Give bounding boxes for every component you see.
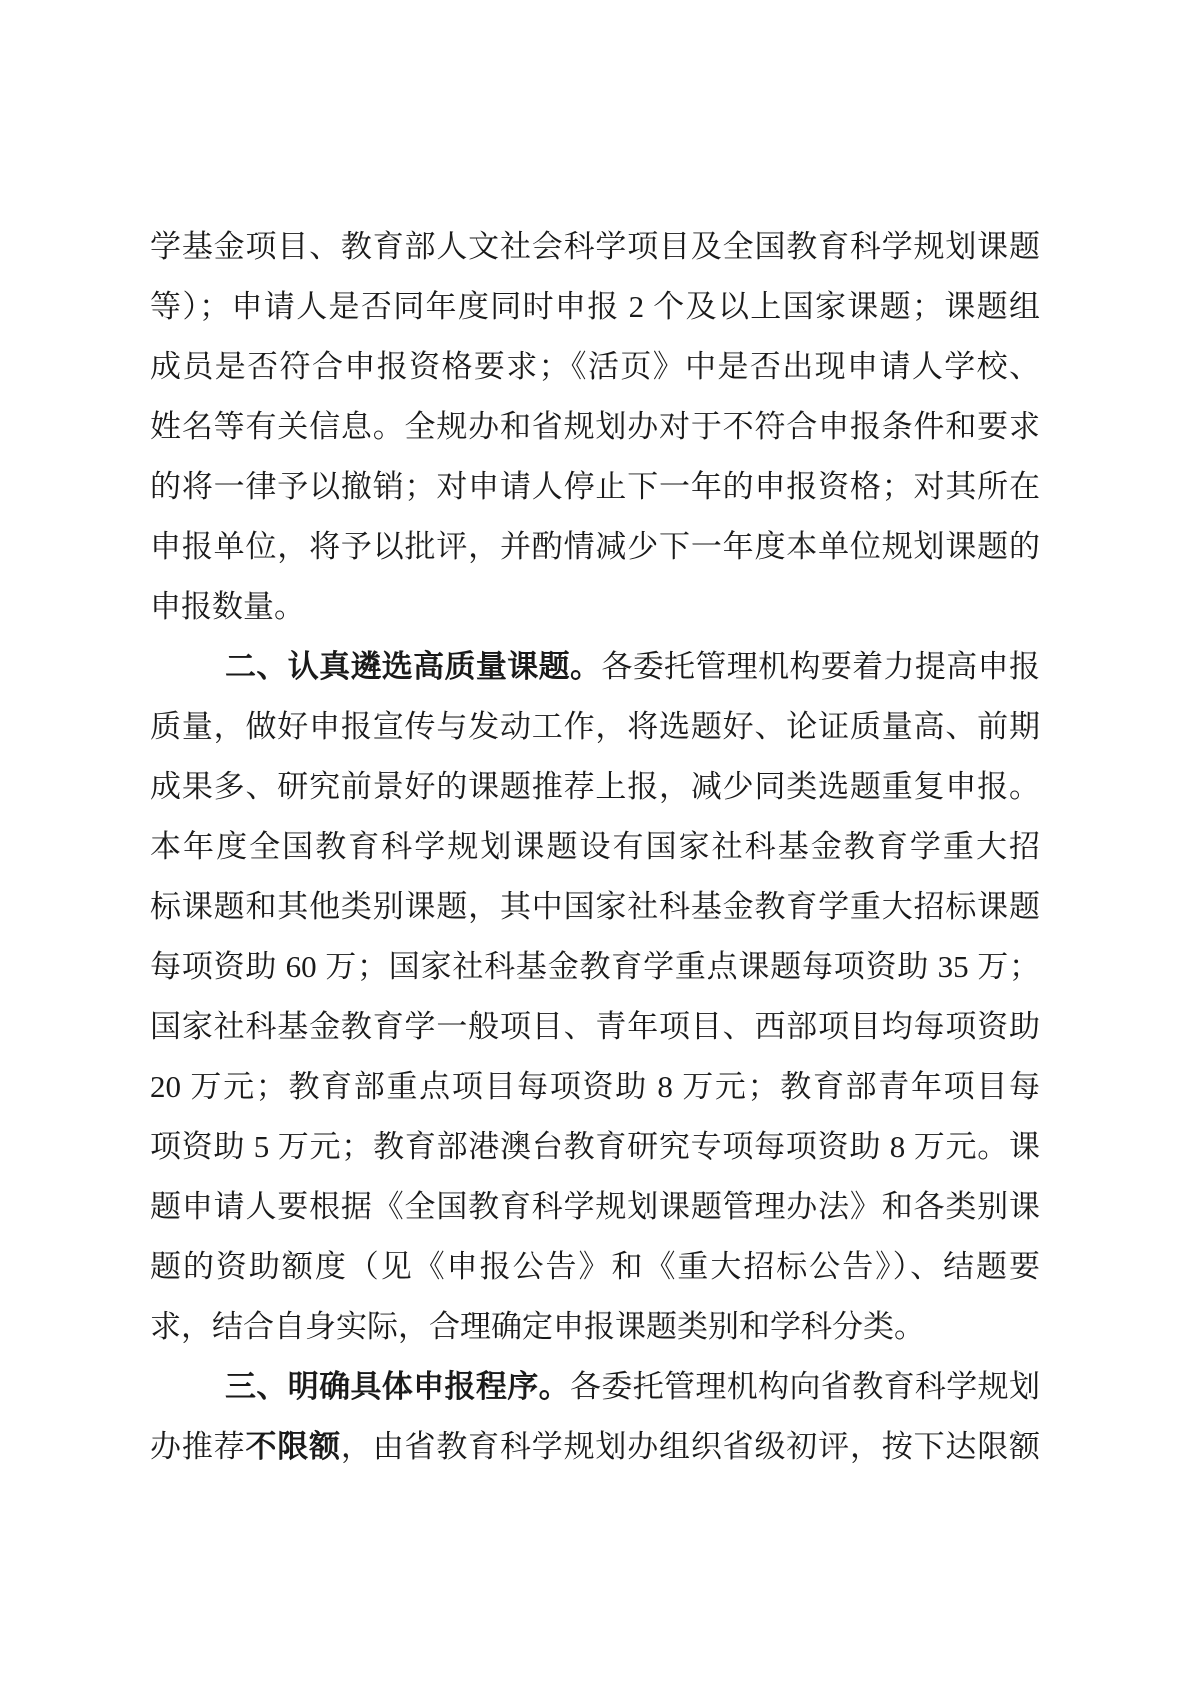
text-line: 学基金项目、教育部人文社会科学项目及全国教育科学规划课题	[150, 229, 1040, 264]
text-line: 等）；申请人是否同年度同时申报 2 个及以上国家课题；课题组	[150, 289, 1040, 324]
section-heading: 二、认真遴选高质量课题。	[225, 649, 602, 684]
text-line: 标课题和其他类别课题，其中国家社科基金教育学重大招标课题	[150, 889, 1040, 924]
text-line: 题申请人要根据《全国教育科学规划课题管理办法》和各类别课	[150, 1189, 1040, 1224]
text-line: 国家社科基金教育学一般项目、青年项目、西部项目均每项资助	[150, 1009, 1040, 1044]
text-segment: ，由省教育科学规划办组织省级初评，按下达限额	[340, 1429, 1041, 1464]
text-line	[150, 637, 1040, 697]
text-line	[150, 1357, 1040, 1417]
text-line: 的将一律予以撤销；对申请人停止下一年的申报资格；对其所在	[150, 469, 1040, 504]
text-line: 题的资助额度（见《申报公告》和《重大招标公告》）、结题要	[150, 1249, 1040, 1284]
text-segment: 各委托管理机构向省教育科学规划	[569, 1369, 1041, 1404]
text-line: 质量，做好申报宣传与发动工作，将选题好、论证质量高、前期	[150, 709, 1040, 744]
text-line: 成员是否符合申报资格要求；《活页》中是否出现申请人学校、	[150, 349, 1040, 384]
text-line: 每项资助 60 万；国家社科基金教育学重点课题每项资助 35 万；	[150, 949, 1040, 984]
text-line: 申报数量。	[150, 589, 305, 624]
text-line: 姓名等有关信息。全规办和省规划办对于不符合申报条件和要求	[150, 409, 1040, 444]
section-heading: 三、明确具体申报程序。	[225, 1369, 570, 1404]
text-line: 本年度全国教育科学规划课题设有国家社科基金教育学重大招	[150, 829, 1040, 864]
text-line	[150, 1417, 1040, 1477]
text-line: 20 万元；教育部重点项目每项资助 8 万元；教育部青年项目每	[150, 1069, 1040, 1104]
text-line: 成果多、研究前景好的课题推荐上报，减少同类选题重复申报。	[150, 769, 1040, 804]
text-segment: 各委托管理机构要着力提高申报	[601, 649, 1041, 684]
document-body	[150, 217, 1040, 1477]
emphasis-text: 不限额	[245, 1429, 341, 1464]
text-line: 项资助 5 万元；教育部港澳台教育研究专项每项资助 8 万元。课	[150, 1129, 1040, 1164]
text-line: 求，结合自身实际，合理确定申报课题类别和学科分类。	[150, 1309, 925, 1344]
text-line: 申报单位，将予以批评，并酌情减少下一年度本单位规划课题的	[150, 529, 1040, 564]
text-segment: 办推荐	[150, 1429, 246, 1464]
